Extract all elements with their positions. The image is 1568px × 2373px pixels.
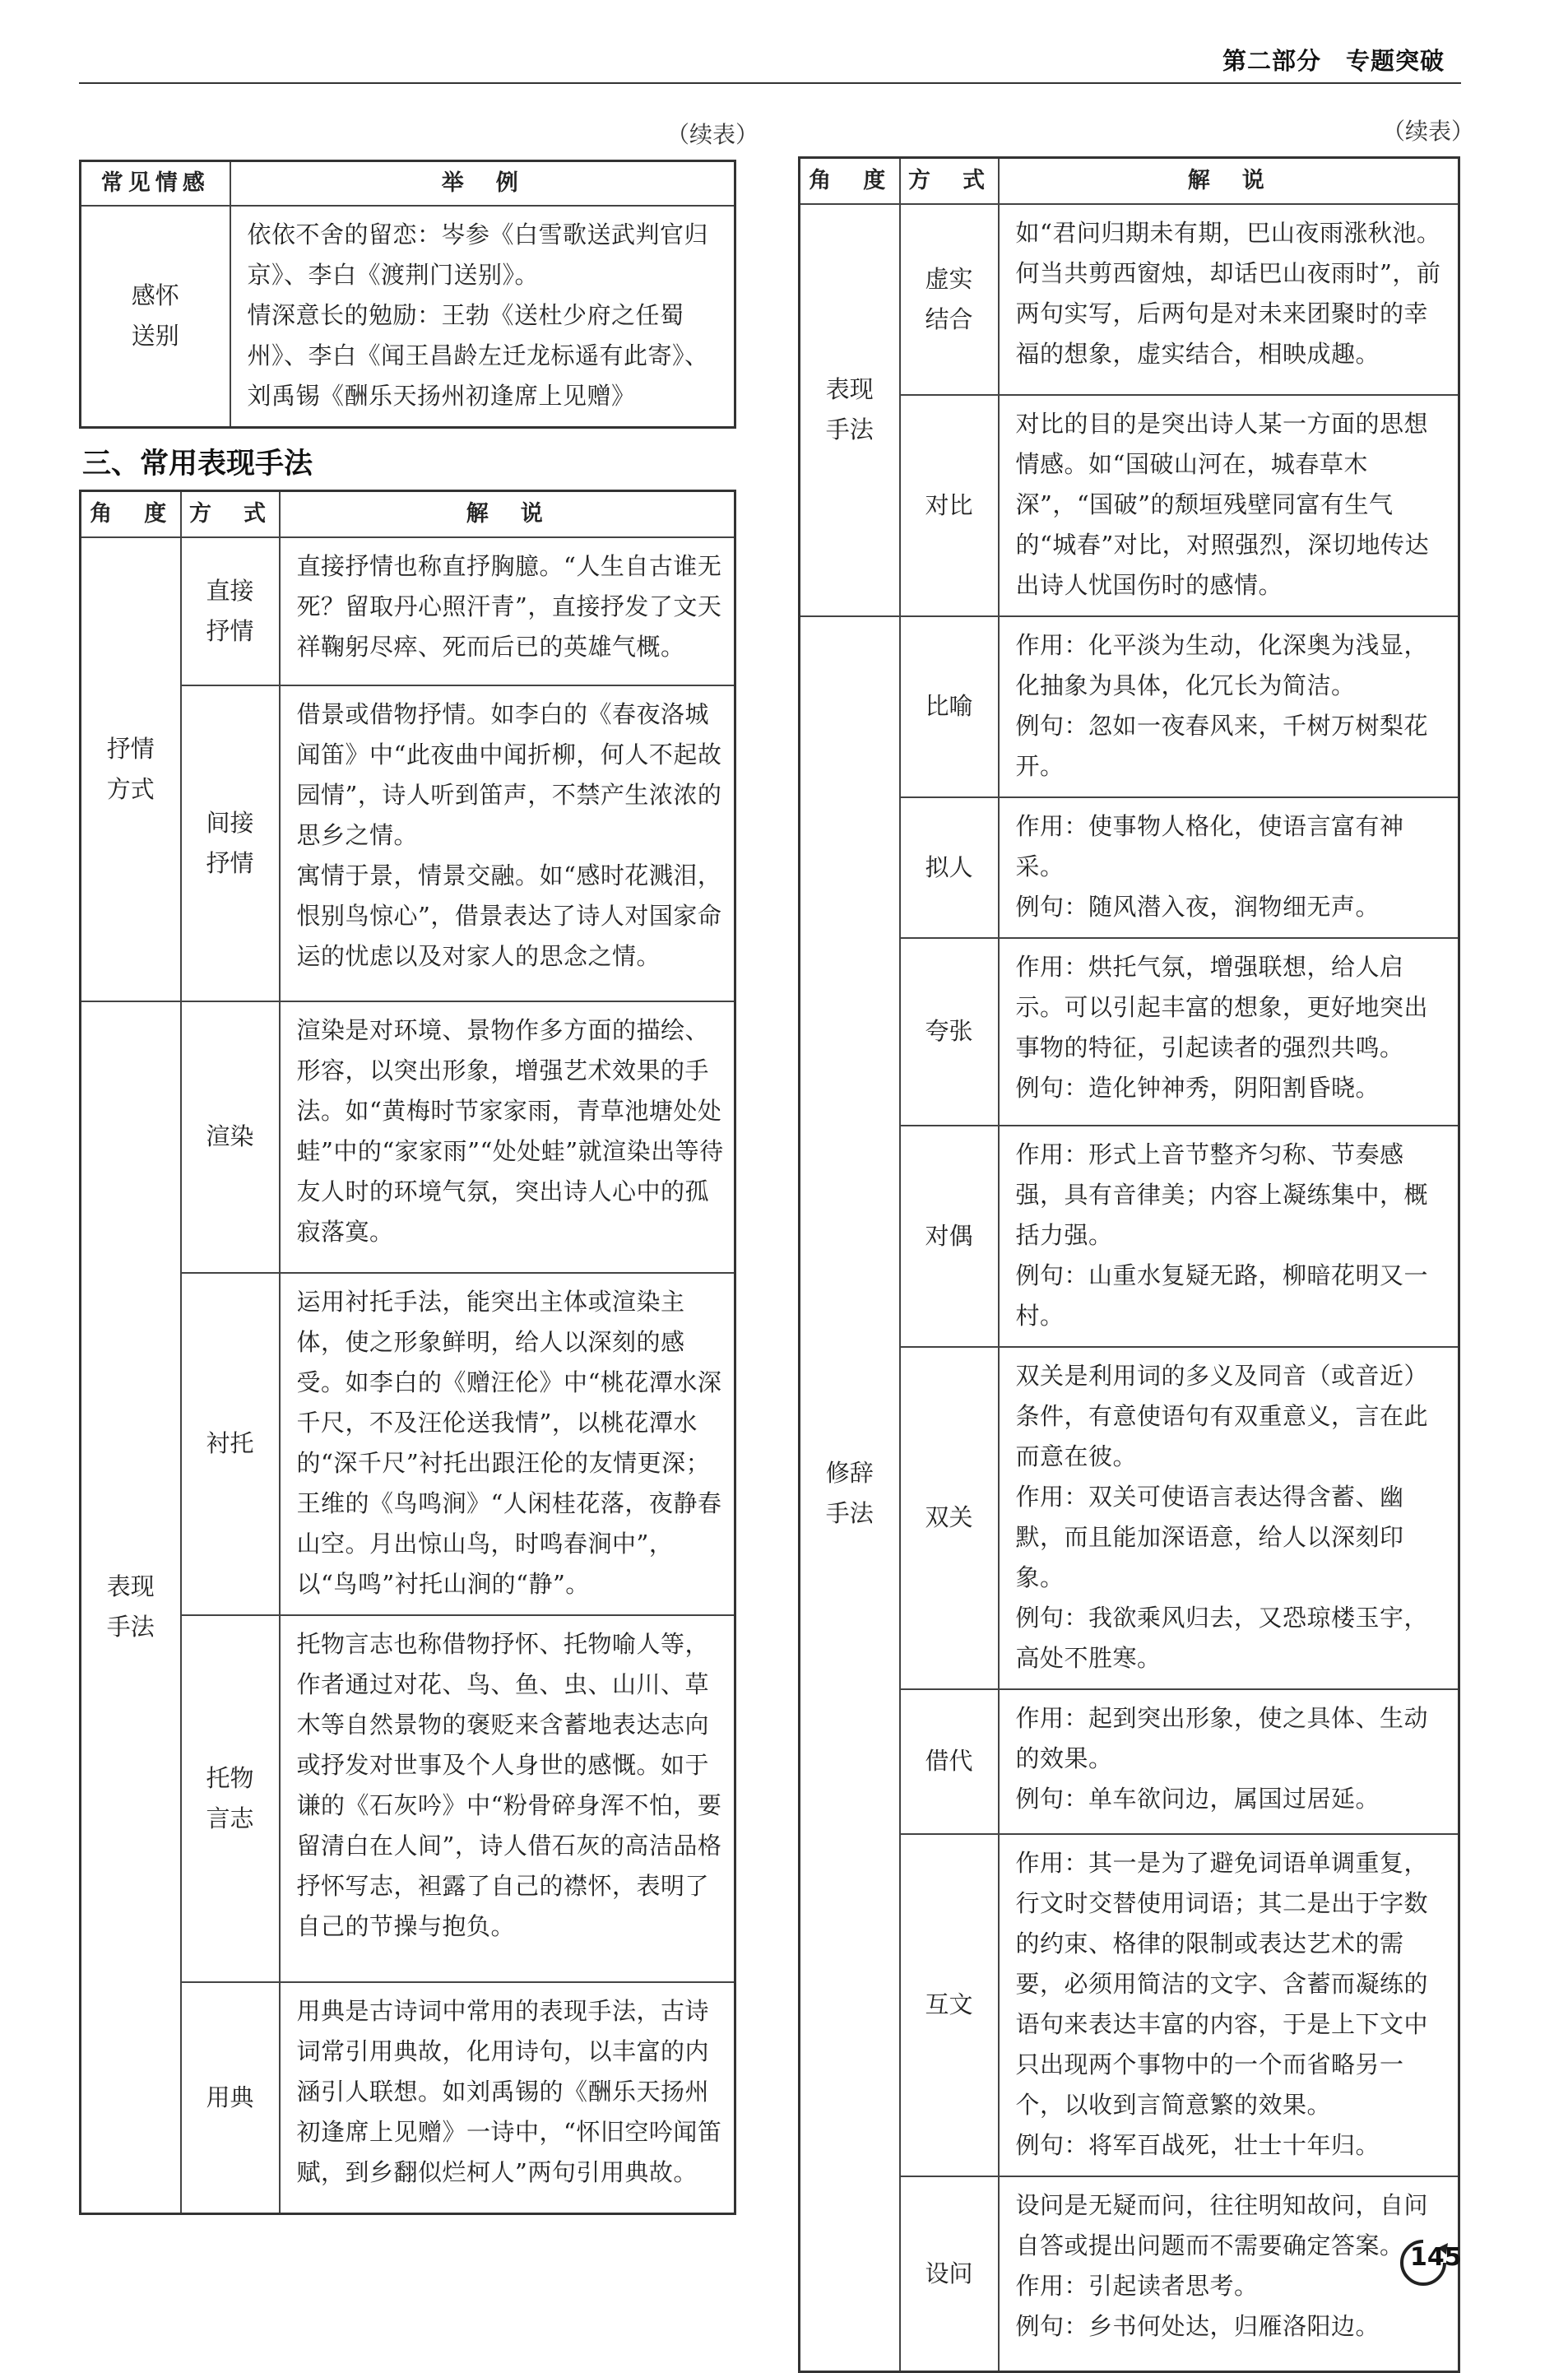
header-angle: 角 度 (800, 158, 900, 204)
method-cell: 用典 (181, 1982, 280, 2214)
explain-cell: 渲染是对环境、景物作多方面的描绘、形容，以突出形象，增强艺术效果的手法。如“黄梅时节家家雨，青草池塘处处蛙”中的“家家雨”“处处蛙”就渲染出等待友人时的环境气氛，突出诗人心中的孤寂落寞。 (280, 1001, 735, 1273)
emotion-examples: 依依不舍的留恋：岑参《白雪歌送武判官归京》、李白《渡荆门送别》。 情深意长的勉励：王勃《送杜少府之任蜀州》、李白《闻王昌龄左迁龙标遥有此寄》、刘禹锡《酬乐天扬州初逢席上见赠》 (230, 206, 735, 428)
table-row (800, 616, 1459, 797)
method-cell: 互文 (900, 1834, 999, 2176)
explain-cell: 直接抒情也称直抒胸臆。“人生自古谁无死？留取丹心照汗青”，直接抒发了文天祥鞠躬尽瘁、死而后已的英雄气概。 (280, 537, 735, 685)
explain-cell: 对比的目的是突出诗人某一方面的思想情感。如“国破山河在，城春草木深”，“国破”的颓垣残壁同富有生气的“城春”对比，对照强烈，深切地传达出诗人忧国伤时的感情。 (999, 395, 1459, 616)
method-cell: 衬托 (181, 1273, 280, 1615)
header-examples: 举 例 (230, 161, 735, 206)
explain-cell: 借景或借物抒情。如李白的《春夜洛城闻笛》中“此夜曲中闻折柳，何人不起故园情”，诗人听到笛声，不禁产生浓浓的思乡之情。 寓情于景，情景交融。如“感时花溅泪，恨别鸟惊心”，借景表达了诗人对国家命运的忧虑以及对家人的思念之情。 (280, 685, 735, 1001)
method-cell: 借代 (900, 1689, 999, 1834)
header-method: 方 式 (900, 158, 999, 204)
header-angle: 角 度 (81, 491, 181, 537)
method-cell: 比喻 (900, 616, 999, 797)
explain-cell: 作用：形式上音节整齐匀称、节奏感强，具有音律美；内容上凝练集中，概括力强。 例句：山重水复疑无路，柳暗花明又一村。 (999, 1126, 1459, 1347)
header-method: 方 式 (181, 491, 280, 537)
table-row (81, 1001, 735, 1273)
explain-cell: 如“君问归期未有期，巴山夜雨涨秋池。何当共剪西窗烛，却话巴山夜雨时”，前两句实写，后两句是对未来团聚时的幸福的想象，虚实结合，相映成趣。 (999, 204, 1459, 395)
explain-cell: 作用：烘托气氛，增强联想，给人启示。可以引起丰富的想象，更好地突出事物的特征，引起读者的强烈共鸣。 例句：造化钟神秀，阴阳割昏晓。 (999, 938, 1459, 1126)
explain-cell: 托物言志也称借物抒怀、托物喻人等，作者通过对花、鸟、鱼、虫、山川、草木等自然景物的褒贬来含蓄地表达志向或抒发对世事及个人身世的感慨。如于谦的《石灰吟》中“粉骨碎身浑不怕，要留清白在人间”，诗人借石灰的高洁品格抒怀写志，袒露了自己的襟怀，表明了自己的节操与抱负。 (280, 1615, 735, 1982)
method-cell: 虚实 结合 (900, 204, 999, 395)
method-cell: 拟人 (900, 797, 999, 938)
emotion-table (79, 160, 736, 429)
continued-label-left: （续表） (666, 121, 759, 148)
header-explain: 解 说 (999, 158, 1459, 204)
method-cell: 对偶 (900, 1126, 999, 1347)
explain-cell: 作用：使事物人格化，使语言富有神采。 例句：随风潜入夜，润物细无声。 (999, 797, 1459, 938)
table-row (81, 537, 735, 685)
techniques-table-left (79, 490, 736, 2215)
explain-cell: 双关是利用词的多义及同音（或音近）条件，有意使语句有双重意义，言在此而意在彼。 作用：双关可使语言表达得含蓄、幽默，而且能加深语意，给人以深刻印象。 例句：我欲乘风归去，又恐琼楼玉宇，高处不胜寒。 (999, 1347, 1459, 1689)
method-cell: 双关 (900, 1347, 999, 1689)
page-header (79, 36, 1461, 84)
explain-cell: 作用：起到突出形象，使之具体、生动的效果。 例句：单车欲问边，属国过居延。 (999, 1689, 1459, 1834)
method-cell: 对比 (900, 395, 999, 616)
angle-cell: 修辞 手法 (800, 616, 900, 2372)
page-number: 145 (1410, 2243, 1462, 2272)
emotion-type: 感怀 送别 (81, 206, 230, 428)
method-cell: 直接 抒情 (181, 537, 280, 685)
explain-cell: 作用：其一是为了避免词语单调重复，行文时交替使用词语；其二是出于字数的约束、格律的限制或表达艺术的需要，必须用简洁的文字、含蓄而凝练的语句来表达丰富的内容，于是上下文中只出现两个事物中的一个而省略另一个，以收到言简意繁的效果。 例句：将军百战死，壮士十年归。 (999, 1834, 1459, 2176)
angle-cell: 抒情 方式 (81, 537, 181, 1001)
method-cell: 托物 言志 (181, 1615, 280, 1982)
method-cell: 渲染 (181, 1001, 280, 1273)
continued-label-right: （续表） (1382, 118, 1475, 145)
explain-cell: 作用：化平淡为生动，化深奥为浅显，化抽象为具体，化冗长为简洁。 例句：忽如一夜春风来，千树万树梨花开。 (999, 616, 1459, 797)
header-explain: 解 说 (280, 491, 735, 537)
method-cell: 间接 抒情 (181, 685, 280, 1001)
explain-cell: 设问是无疑而问，往往明知故问，自问自答或提出问题而不需要确定答案。 作用：引起读者思考。 例句：乡书何处达，归雁洛阳边。 (999, 2176, 1459, 2372)
header-emotion: 常见情感 (81, 161, 230, 206)
table-row (800, 204, 1459, 395)
angle-cell: 表现 手法 (800, 204, 900, 616)
method-cell: 夸张 (900, 938, 999, 1126)
section-title: 三、常用表现手法 (82, 448, 313, 481)
header-title: 第二部分 专题突破 (1222, 47, 1445, 75)
explain-cell: 用典是古诗词中常用的表现手法，古诗词常引用典故，化用诗句，以丰富的内涵引人联想。如刘禹锡的《酬乐天扬州初逢席上见赠》一诗中，“怀旧空吟闻笛赋，到乡翻似烂柯人”两句引用典故。 (280, 1982, 735, 2214)
explain-cell: 运用衬托手法，能突出主体或渲染主体，使之形象鲜明，给人以深刻的感受。如李白的《赠汪伦》中“桃花潭水深千尺，不及汪伦送我情”，以桃花潭水的“深千尺”衬托出跟汪伦的友情更深；王维的《鸟鸣涧》“人闲桂花落，夜静春山空。月出惊山鸟，时鸣春涧中”，以“鸟鸣”衬托山涧的“静”。 (280, 1273, 735, 1615)
techniques-table-right (798, 156, 1460, 2373)
angle-cell: 表现 手法 (81, 1001, 181, 2214)
method-cell: 设问 (900, 2176, 999, 2372)
